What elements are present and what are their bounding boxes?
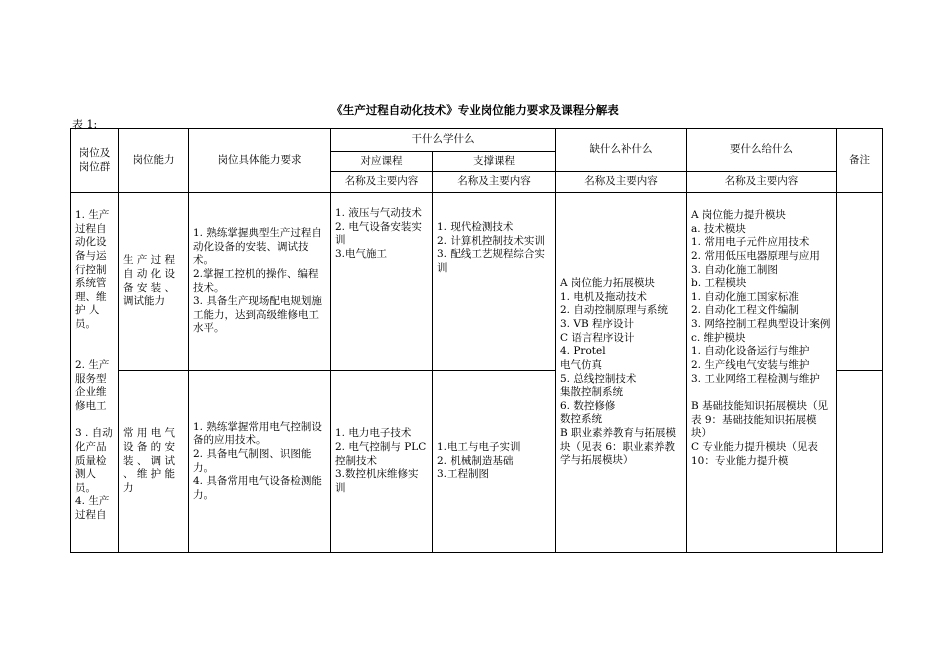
remark-cell <box>837 371 883 553</box>
need-give-cell: A 岗位能力提升模块 a. 技术模块 1. 常用电子元件应用技术 2. 常用低压电器原理与应用 3. 自动化施工制图 b. 工程模块 1. 自动化施工国家标准 2. 自动化工程文件编制 3. 网络控制工程典型设计案例 c. 维护模块 1. 自动化设备运行与维护 2. 生产线电气安装与维护 3. 工业网络工程检测与维护 B 基础技能知识拓展模块（见表 9：基础技能知识拓展模块） C 专业能力提升模块（见表 10：专业能力提升模 <box>687 193 837 553</box>
header-lack-name-content: 名称及主要内容 <box>556 172 687 193</box>
lack-supplement-cell: A 岗位能力拓展模块 1. 电机及拖动技术 2. 自动控制原理与系统 3. VB 程序设计 C 语言程序设计 4. Protel 电气仿真 5. 总线控制技术 集散控制系统 6. 数控修修 数控系统 B 职业素养教育与拓展模块（见表 6：职业素养教学与拓展模块） <box>556 193 687 553</box>
position-group-cell: 1. 生产过程自动化设备与运行控制系统管理、维护 人员。 2. 生产服务型企业维修电工 3 . 自动化产品质量检测人员。 4. 生产过程自 <box>71 193 119 553</box>
header-support-name-content: 名称及主要内容 <box>433 172 556 193</box>
ability-cell: 生 产 过 程 自 动 化 设 备 安 装 、 调试能力 <box>119 193 189 371</box>
specific-requirements-cell: 1. 熟练掌握典型生产过程自动化设备的安装、调试技术。 2.掌握工控机的操作、编程技术。 3. 具备生产现场配电规划施工能力，达到高级维修电工水平。 <box>189 193 331 371</box>
header-position-group: 岗位及 岗位群 <box>71 129 119 193</box>
support-course-cell: 1. 现代检测技术 2. 计算机控制技术实训 3. 配线工艺规程综合实训 <box>433 193 556 371</box>
header-ability: 岗位能力 <box>119 129 189 193</box>
course-decomposition-table <box>70 128 883 553</box>
course-cell: 1. 电力电子技术 2. 电气控制与 PLC 控制技术 3.数控机床维修实训 <box>331 371 433 553</box>
support-course-cell: 1.电工与电子实训 2. 机械制造基础 3.工程制图 <box>433 371 556 553</box>
specific-requirements-cell: 1. 熟练掌握常用电气控制设备的应用技术。 2. 具备电气制图、识图能力。 4. 具备常用电气设备检测能力。 <box>189 371 331 553</box>
header-course: 对应课程 <box>331 152 433 172</box>
ability-cell: 常 用 电 气 设 备 的 安 装 、 调 试 、 维 护 能力 <box>119 371 189 553</box>
header-remark: 备注 <box>837 129 883 193</box>
header-support-course: 支撑课程 <box>433 152 556 172</box>
course-cell: 1. 液压与气动技术 2. 电气设备安装实训 3.电气施工 <box>331 193 433 371</box>
table-label: 表 1: <box>72 118 98 131</box>
header-lack-supplement: 缺什么补什么 <box>556 129 687 172</box>
header-what-learn: 干什么学什么 <box>331 129 556 152</box>
header-specific-requirements: 岗位具体能力要求 <box>189 129 331 193</box>
remark-cell <box>837 193 883 371</box>
header-course-name-content: 名称及主要内容 <box>331 172 433 193</box>
header-need-give: 要什么给什么 <box>687 129 837 172</box>
document-title: 《生产过程自动化技术》专业岗位能力要求及课程分解表 <box>331 103 619 117</box>
header-give-name-content: 名称及主要内容 <box>687 172 837 193</box>
